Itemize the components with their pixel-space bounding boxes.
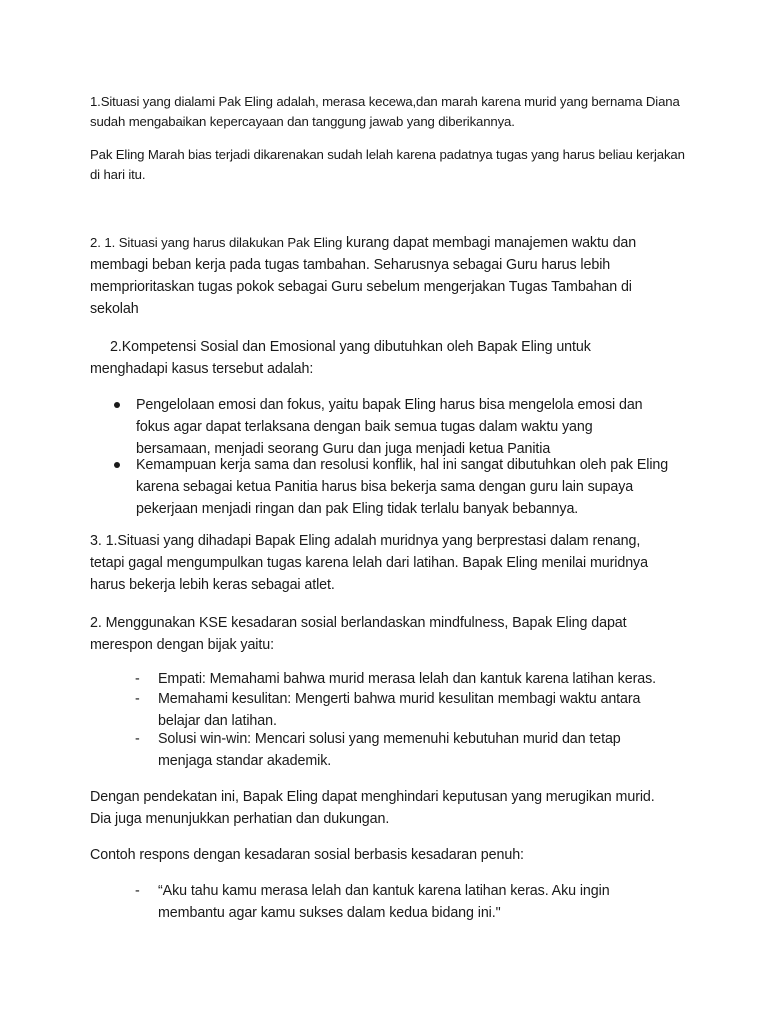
q2-item-1: [90, 232, 690, 320]
text-line: membagi beban kerja pada tugas tambahan. Seharusnya sebagai Guru harus lebih: [90, 257, 611, 273]
text-line: 2.Kompetensi Sosial dan Emosional yang dibutuhkan oleh Bapak Eling untuk: [110, 339, 591, 355]
dash-item: [158, 688, 698, 732]
dash-bullet: -: [135, 671, 140, 687]
q3-item-1: [90, 530, 690, 596]
text-line: Kemampuan kerja sama dan resolusi konflik, hal ini sangat dibutuhkan oleh pak Eling: [136, 457, 669, 473]
closing-paragraph: [90, 786, 690, 830]
text-line: 2. Menggunakan KSE kesadaran sosial berlandaskan mindfulness, Bapak Eling dapat: [90, 615, 627, 631]
text-line: Dia juga menunjukkan perhatian dan dukungan.: [90, 811, 390, 827]
text-line: merespon dengan bijak yaitu:: [90, 637, 274, 653]
text-line: Solusi win-win: Mencari solusi yang memenuhi kebutuhan murid dan tetap: [158, 731, 621, 747]
text-line: karena sebagai ketua Panitia harus bisa bekerja sama dengan guru lain supaya: [136, 479, 634, 495]
example-intro: [90, 844, 690, 866]
text-line: belajar dan latihan.: [158, 713, 277, 729]
q2-item-1-prefix: 2. 1. Situasi yang harus dilakukan Pak Eling: [90, 235, 343, 250]
q1-paragraph-1: [90, 92, 690, 132]
text-line: 3. 1.Situasi yang dihadapi Bapak Eling adalah muridnya yang berprestasi dalam renang,: [90, 533, 641, 549]
text-line: di hari itu.: [90, 167, 146, 182]
bullet-icon: [114, 402, 120, 408]
text-line: Memahami kesulitan: Mengerti bahwa murid kesulitan membagi waktu antara: [158, 691, 641, 707]
dash-bullet: -: [135, 691, 140, 707]
text-line: sekolah: [90, 301, 139, 317]
bullet-icon: [114, 462, 120, 468]
text-line: menghadapi kasus tersebut adalah:: [90, 361, 314, 377]
text-line: tetapi gagal mengumpulkan tugas karena lelah dari latihan. Bapak Eling menilai muridnya: [90, 555, 648, 571]
text-line: [90, 232, 690, 254]
q2-item-1-lead: kurang dapat membagi manajemen waktu dan: [342, 235, 637, 251]
dash-item: [158, 728, 698, 772]
dash-bullet: -: [135, 731, 140, 747]
q2-item-2: [110, 336, 710, 358]
bullet-item: [136, 394, 696, 460]
text-line: Contoh respons dengan kesadaran sosial berbasis kesadaran penuh:: [90, 847, 524, 863]
text-line: harus bekerja lebih keras sebagai atlet.: [90, 577, 335, 593]
text-line: Dengan pendekatan ini, Bapak Eling dapat menghindari keputusan yang merugikan murid.: [90, 789, 655, 805]
text-line: menjaga standar akademik.: [158, 753, 332, 769]
dash-item: [158, 668, 698, 690]
text-line: membantu agar kamu sukses dalam kedua bidang ini.": [158, 905, 501, 921]
bullet-item: [136, 454, 696, 520]
text-line: 1.Situasi yang dialami Pak Eling adalah, merasa kecewa,dan marah karena murid yang bernama Diana: [90, 94, 680, 109]
q2-item-2-continued: [90, 358, 690, 380]
q1-paragraph-2: [90, 145, 690, 185]
q3-item-2: [90, 612, 690, 656]
example-quote: [158, 880, 698, 924]
text-line: Pengelolaan emosi dan fokus, yaitu bapak Eling harus bisa mengelola emosi dan: [136, 397, 643, 413]
text-line: Pak Eling Marah bias terjadi dikarenakan sudah lelah karena padatnya tugas yang harus beliau kerjakan: [90, 147, 685, 162]
text-line: bersamaan, menjadi seorang Guru dan juga menjadi ketua Panitia: [136, 441, 551, 457]
text-line: sudah mengabaikan kepercayaan dan tanggung jawab yang diberikannya.: [90, 114, 515, 129]
text-line: memprioritaskan tugas pokok sebagai Guru sebelum mengerjakan Tugas Tambahan di: [90, 279, 632, 295]
text-line: fokus agar dapat terlaksana dengan baik semua tugas dalam waktu yang: [136, 419, 593, 435]
dash-bullet: -: [135, 883, 140, 899]
text-line: pekerjaan menjadi ringan dan pak Eling tidak terlalu banyak bebannya.: [136, 501, 579, 517]
text-line: Empati: Memahami bahwa murid merasa lelah dan kantuk karena latihan keras.: [158, 671, 657, 687]
text-line: “Aku tahu kamu merasa lelah dan kantuk karena latihan keras. Aku ingin: [158, 883, 610, 899]
